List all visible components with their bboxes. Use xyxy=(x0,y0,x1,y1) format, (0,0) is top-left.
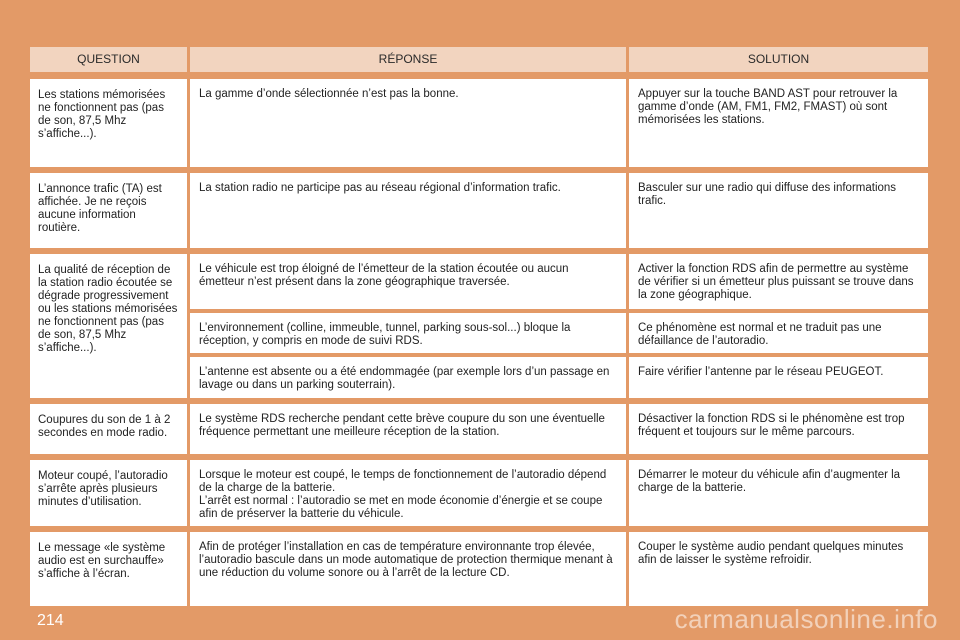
question-cell: Le message «le système audio est en surchauffe» s’affiche à l’écran. xyxy=(30,532,187,606)
watermark: carmanualsonline.info xyxy=(674,604,938,634)
question-cell: L’annonce trafic (TA) est affichée. Je ne reçois aucune information routière. xyxy=(30,173,187,248)
table-group xyxy=(30,254,928,398)
answer-cell: Lorsque le moteur est coupé, le temps de fonctionnement de l’autoradio dépend de la charge de la batterie. L’arrêt est normal : l’autoradio se met en mode économie d’énergie et se coupe afin de préserver la batterie du véhicule. xyxy=(190,460,626,526)
table-row xyxy=(190,79,928,167)
answer-cell: Le système RDS recherche pendant cette brève coupure du son une éventuelle fréquence permettant une meilleure réception de la station. xyxy=(190,404,626,454)
solution-cell: Appuyer sur la touche BAND AST pour retrouver la gamme d’onde (AM, FM1, FM2, FMAST) où sont mémorisées les stations. xyxy=(629,79,928,167)
table-row xyxy=(190,460,928,526)
question-cell: Moteur coupé, l’autoradio s’arrête après plusieurs minutes d’utilisation. xyxy=(30,460,187,526)
troubleshooting-table xyxy=(30,47,928,612)
page-number: 214 xyxy=(37,612,64,629)
question-cell: La qualité de réception de la station radio écoutée se dégrade progressivement ou les stations mémorisées ne fonctionnent pas (pas de son, 87,5 Mhz s’affiche...). xyxy=(30,254,187,398)
question-cell: Les stations mémorisées ne fonctionnent pas (pas de son, 87,5 Mhz s’affiche...). xyxy=(30,79,187,167)
table-row xyxy=(190,404,928,454)
table-header xyxy=(30,47,928,72)
question-cell: Coupures du son de 1 à 2 secondes en mode radio. xyxy=(30,404,187,454)
table-row xyxy=(190,254,928,309)
solution-cell: Activer la fonction RDS afin de permettre au système de vérifier si un émetteur plus puissant se trouve dans la zone géographique. xyxy=(629,254,928,309)
answer-cell: La station radio ne participe pas au réseau régional d’information trafic. xyxy=(190,173,626,248)
solution-cell: Faire vérifier l’antenne par le réseau PEUGEOT. xyxy=(629,357,928,398)
header-question: QUESTION xyxy=(30,47,187,72)
solution-cell: Basculer sur une radio qui diffuse des informations trafic. xyxy=(629,173,928,248)
table-group xyxy=(30,79,928,167)
table-row xyxy=(190,173,928,248)
table-row xyxy=(190,357,928,398)
answer-cell: La gamme d’onde sélectionnée n’est pas la bonne. xyxy=(190,79,626,167)
solution-cell: Démarrer le moteur du véhicule afin d’augmenter la charge de la batterie. xyxy=(629,460,928,526)
answer-cell: L’antenne est absente ou a été endommagée (par exemple lors d’un passage en lavage ou dans un parking souterrain). xyxy=(190,357,626,398)
answer-cell: Afin de protéger l’installation en cas de température environnante trop élevée, l’autoradio bascule dans un mode automatique de protection thermique menant à une réduction du volume sonore ou à l’arrêt de la lecture CD. xyxy=(190,532,626,606)
solution-cell: Ce phénomène est normal et ne traduit pas une défaillance de l’autoradio. xyxy=(629,313,928,353)
solution-cell: Désactiver la fonction RDS si le phénomène est trop fréquent et toujours sur le même parcours. xyxy=(629,404,928,454)
table-group xyxy=(30,173,928,248)
solution-cell: Couper le système audio pendant quelques minutes afin de laisser le système refroidir. xyxy=(629,532,928,606)
table-row xyxy=(190,532,928,606)
table-group xyxy=(30,532,928,606)
header-solution: SOLUTION xyxy=(629,47,928,72)
answer-cell: Le véhicule est trop éloigné de l’émetteur de la station écoutée ou aucun émetteur n’est présent dans la zone géographique traversée. xyxy=(190,254,626,309)
table-row xyxy=(190,313,928,353)
table-group xyxy=(30,404,928,454)
header-answer: RÉPONSE xyxy=(190,47,626,72)
table-group xyxy=(30,460,928,526)
answer-cell: L’environnement (colline, immeuble, tunnel, parking sous-sol...) bloque la réception, y compris en mode de suivi RDS. xyxy=(190,313,626,353)
